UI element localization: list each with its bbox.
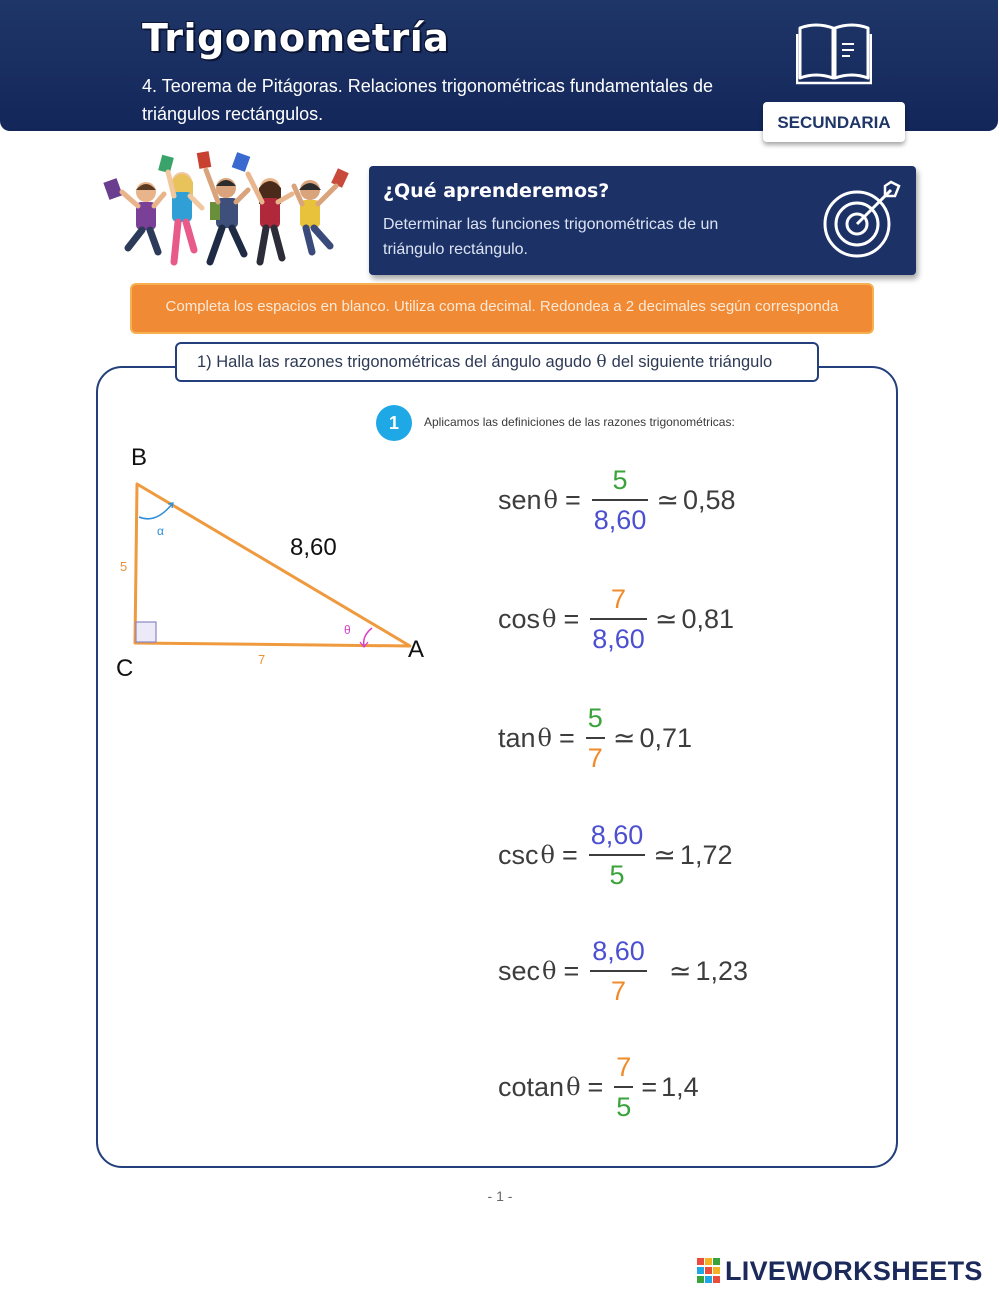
learning-goal-text: Determinar las funciones trigonométricas de un triángulo rectángulo.	[383, 216, 719, 258]
equals-sign: =	[563, 955, 580, 986]
formula-result: 1,4	[661, 1071, 699, 1102]
target-icon	[821, 178, 903, 260]
level-badge: SECUNDARIA	[763, 102, 905, 142]
theta-arc	[364, 628, 372, 646]
approx-sign: ≃	[653, 839, 676, 870]
fraction-numerator: 5	[612, 465, 628, 495]
step-description: Aplicamos las definiciones de las razones trigonométricas:	[424, 415, 735, 429]
fraction	[589, 818, 646, 892]
book-icon	[796, 20, 872, 86]
formula-sen	[498, 460, 736, 540]
right-triangle-figure	[110, 440, 440, 690]
formula-csc	[498, 815, 732, 895]
instructions-banner: Completa los espacios en blanco. Utiliza coma decimal. Redondea a 2 decimales según corresponda	[130, 283, 874, 334]
formula-result: 1,23	[695, 955, 749, 986]
hypotenuse-label: 8,60	[290, 534, 337, 561]
angle-label-alpha: α	[157, 524, 164, 538]
fraction-numerator: 8,60	[590, 820, 644, 850]
vertex-label-a: A	[408, 636, 425, 663]
fraction-denominator: 8,60	[592, 499, 649, 537]
students-illustration	[98, 150, 358, 280]
function-name: cos	[498, 603, 541, 634]
question-box	[175, 342, 819, 382]
equals-sign: =	[561, 839, 578, 870]
equals-sign: =	[565, 484, 581, 515]
approx-sign: ≃	[656, 484, 679, 515]
formula-sec	[498, 931, 748, 1011]
liveworksheets-icon	[697, 1258, 721, 1284]
formula-result: 0,81	[681, 603, 735, 634]
theta-symbol: θ	[537, 724, 552, 752]
page-number: - 1 -	[487, 1188, 513, 1204]
vertex-label-b: B	[131, 444, 148, 471]
fraction	[614, 1050, 633, 1124]
side-label-ca: 7	[258, 652, 266, 667]
function-name: sec	[498, 955, 541, 986]
formula-tan	[498, 698, 692, 778]
student-2	[158, 155, 202, 262]
alpha-arc	[139, 504, 172, 519]
formula-result: 1,72	[679, 839, 733, 870]
function-name: cotan	[498, 1071, 565, 1102]
fraction-denominator: 7	[586, 737, 605, 775]
fraction-numerator: 7	[611, 584, 627, 614]
question-text-end: del siguiente triángulo	[611, 353, 773, 371]
fraction	[590, 582, 647, 656]
equals-sign: =	[563, 603, 580, 634]
fraction-denominator: 5	[614, 1086, 633, 1124]
function-name: tan	[498, 722, 536, 753]
right-angle-marker	[136, 622, 156, 642]
lesson-subtitle: 4. Teorema de Pitágoras. Relaciones trigonométricas fundamentales de triángulos rectángulos.	[142, 76, 713, 124]
angle-label-theta: θ	[344, 623, 351, 637]
fraction-numerator: 8,60	[592, 936, 645, 966]
approx-sign: ≃	[668, 955, 692, 986]
theta-symbol: θ	[543, 486, 558, 514]
fraction-numerator: 7	[616, 1052, 632, 1082]
equals-sign: =	[559, 722, 575, 753]
page-title: Trigonometría	[142, 16, 450, 60]
function-name: sen	[498, 484, 542, 515]
fraction-denominator: 8,60	[590, 618, 647, 656]
formula-cotan	[498, 1047, 699, 1127]
approx-sign: ≃	[612, 722, 636, 753]
function-name: csc	[498, 839, 539, 870]
learning-goal-title: ¿Qué aprenderemos?	[383, 180, 610, 202]
formula-cos	[498, 579, 734, 659]
approx-sign: ≃	[654, 603, 678, 634]
theta-symbol: θ	[542, 957, 557, 985]
student-1	[103, 178, 164, 252]
fraction-denominator: 7	[590, 970, 647, 1008]
formula-result: 0,71	[639, 722, 692, 753]
side-label-bc: 5	[120, 559, 128, 574]
fraction-numerator: 5	[587, 703, 603, 733]
question-theta-symbol: θ	[596, 352, 607, 372]
question-text: 1) Halla las razones trigonométricas del ángulo agudo	[197, 353, 592, 371]
theta-symbol: θ	[542, 605, 557, 633]
theta-symbol: θ	[540, 841, 555, 869]
liveworksheets-logo[interactable]	[697, 1256, 983, 1286]
equals-sign: =	[587, 1071, 604, 1102]
vertex-label-c: C	[116, 655, 134, 682]
student-5	[294, 168, 349, 252]
formula-result: 0,58	[682, 484, 736, 515]
step-number-badge: 1	[376, 405, 412, 441]
learning-goal-box	[369, 166, 916, 275]
triangle-shape	[135, 484, 410, 646]
liveworksheets-wordmark: LIVEWORKSHEETS	[725, 1255, 983, 1286]
fraction	[586, 701, 605, 775]
fraction	[592, 463, 649, 537]
equals-result-sign: =	[641, 1071, 658, 1102]
fraction-denominator: 5	[589, 854, 646, 892]
theta-symbol: θ	[566, 1073, 581, 1101]
fraction	[590, 934, 647, 1008]
